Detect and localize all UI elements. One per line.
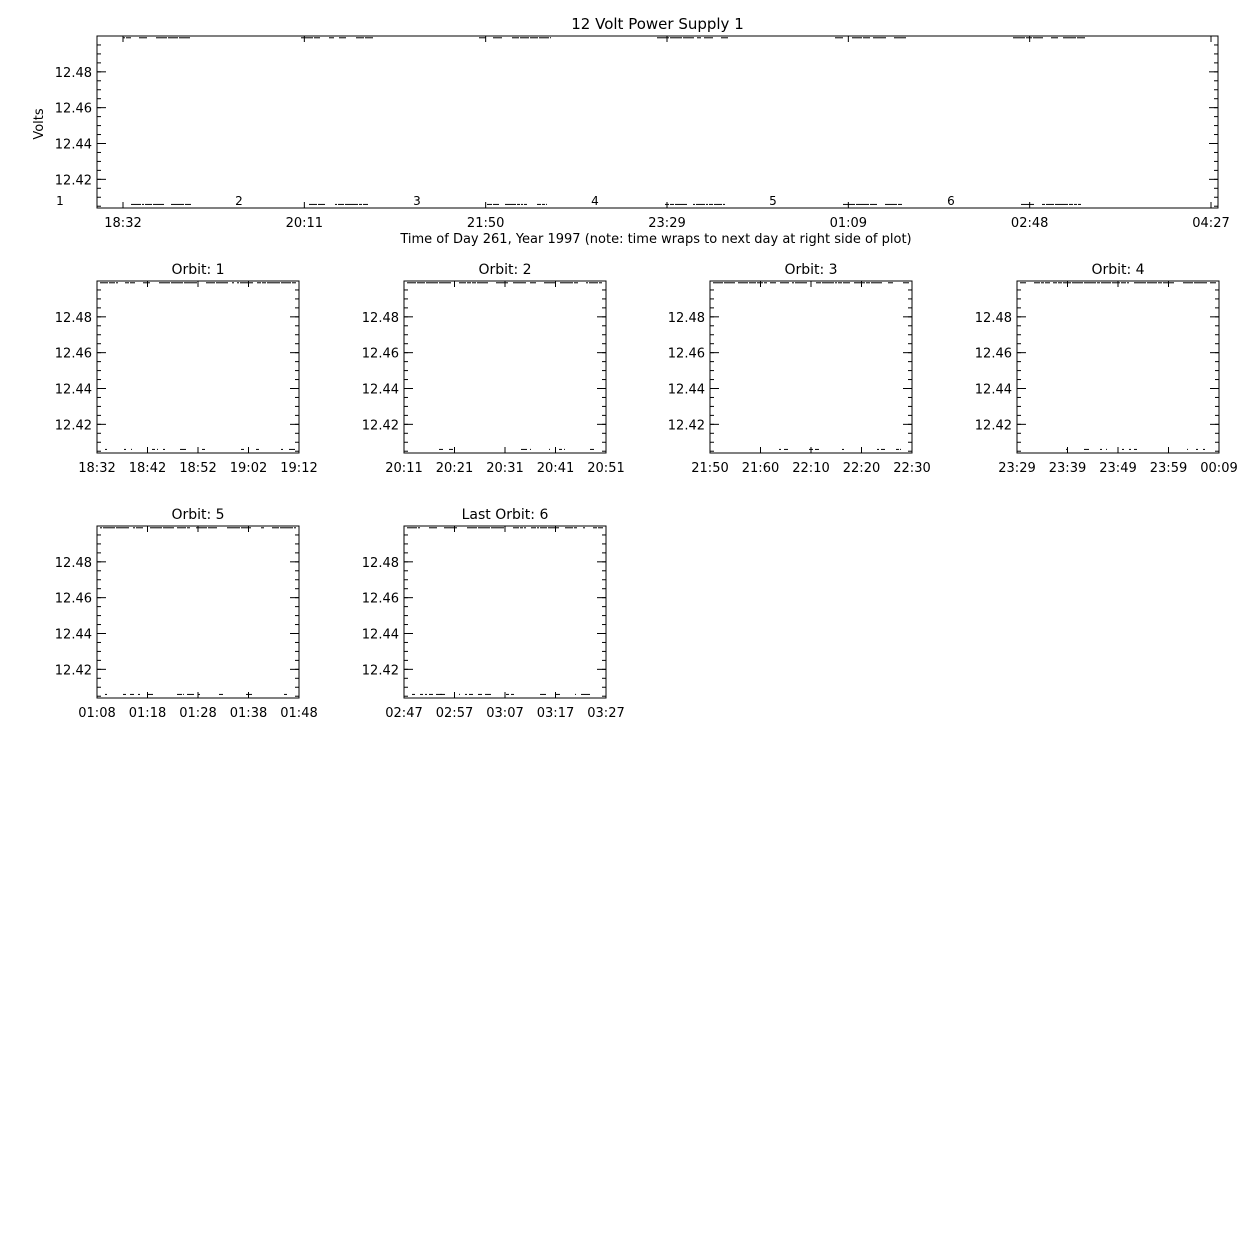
- overview-orbit-marker-0: 1: [56, 194, 64, 208]
- orbit-2-plot-frame: [404, 281, 606, 453]
- overview-orbit-marker-1: 2: [235, 194, 243, 208]
- overview-ytick-label-1: 12.44: [54, 137, 92, 153]
- orbit-3-ytick-label-1: 12.44: [667, 382, 705, 398]
- orbit-6-xtick-label-2: 03:07: [486, 706, 524, 721]
- orbit-6-ytick-label-2: 12.46: [361, 591, 399, 607]
- orbit-4-xtick-label-4: 00:09: [1200, 461, 1238, 476]
- orbit-5-plot-frame: [97, 526, 299, 698]
- overview-ytick-label-0: 12.42: [54, 173, 92, 189]
- orbit-6-xtick-label-0: 02:47: [385, 706, 423, 721]
- panel-orbit-2: [362, 262, 625, 476]
- overview-ytick-label-3: 12.48: [54, 65, 92, 81]
- orbit-2-xtick-label-0: 20:11: [385, 461, 423, 476]
- orbit-2-ytick-label-1: 12.44: [361, 382, 399, 398]
- orbit-5-ytick-label-1: 12.44: [54, 627, 92, 643]
- orbit-4-xtick-label-1: 23:39: [1048, 461, 1087, 476]
- orbit-6-xtick-label-4: 03:27: [587, 706, 625, 721]
- orbit-2-title: Orbit: 2: [478, 262, 532, 278]
- orbit-3-plot-frame: [710, 281, 912, 453]
- panel-orbit-6: [362, 507, 625, 721]
- orbit-2-xtick-label-4: 20:51: [587, 461, 625, 476]
- orbit-1-ytick-label-3: 12.48: [54, 310, 92, 326]
- orbit-1-xtick-label-2: 18:52: [179, 461, 217, 476]
- orbit-1-ytick-label-1: 12.44: [54, 382, 92, 398]
- overview-xtick-label-3: 23:29: [648, 216, 686, 231]
- panel-orbit-5: [55, 507, 318, 721]
- overview-orbit-marker-4: 5: [769, 194, 777, 208]
- orbit-6-ytick-label-3: 12.48: [361, 555, 399, 571]
- overview-xtick-label-5: 02:48: [1010, 216, 1049, 231]
- overview-ytick-label-2: 12.46: [54, 101, 92, 117]
- orbit-5-xtick-label-2: 01:28: [179, 706, 217, 721]
- overview-ylabel: Volts: [32, 108, 47, 140]
- orbit-4-ytick-label-2: 12.46: [974, 346, 1012, 362]
- orbit-1-ytick-label-2: 12.46: [54, 346, 92, 362]
- orbit-4-ytick-label-1: 12.44: [974, 382, 1012, 398]
- overview-orbit-marker-2: 3: [413, 194, 421, 208]
- panel-orbit-4: [975, 262, 1238, 476]
- orbit-5-ytick-label-0: 12.42: [54, 663, 92, 679]
- orbit-3-ytick-label-2: 12.46: [667, 346, 705, 362]
- orbit-1-xtick-label-4: 19:12: [280, 461, 318, 476]
- orbit-3-xtick-label-4: 22:30: [893, 461, 931, 476]
- orbit-2-ytick-label-3: 12.48: [361, 310, 399, 326]
- orbit-5-title: Orbit: 5: [171, 507, 225, 523]
- overview-xtick-label-6: 04:27: [1192, 216, 1230, 231]
- orbit-6-plot-frame: [404, 526, 606, 698]
- orbit-1-ytick-label-0: 12.42: [54, 418, 92, 434]
- overview-orbit-marker-3: 4: [591, 194, 599, 208]
- orbit-1-xtick-label-0: 18:32: [78, 461, 116, 476]
- orbit-2-xtick-label-3: 20:41: [536, 461, 575, 476]
- orbit-5-ytick-label-2: 12.46: [54, 591, 92, 607]
- orbit-3-xtick-label-2: 22:10: [792, 461, 830, 476]
- overview-xtick-label-4: 01:09: [829, 216, 868, 231]
- orbit-3-xtick-label-3: 22:20: [842, 461, 881, 476]
- orbit-4-ytick-label-3: 12.48: [974, 310, 1012, 326]
- orbit-1-xtick-label-3: 19:02: [229, 461, 268, 476]
- orbit-4-title: Orbit: 4: [1091, 262, 1145, 278]
- panel-overview: [32, 15, 1230, 247]
- orbit-1-title: Orbit: 1: [171, 262, 225, 278]
- orbit-4-plot-frame: [1017, 281, 1219, 453]
- orbit-3-title: Orbit: 3: [784, 262, 838, 278]
- orbit-4-xtick-label-3: 23:59: [1149, 461, 1188, 476]
- orbit-3-xtick-label-0: 21:50: [691, 461, 729, 476]
- orbit-1-plot-frame: [97, 281, 299, 453]
- orbit-6-title: Last Orbit: 6: [461, 507, 549, 523]
- panel-orbit-1: [55, 262, 318, 476]
- overview-xtick-label-2: 21:50: [466, 216, 505, 231]
- orbit-5-xtick-label-3: 01:38: [229, 706, 268, 721]
- orbit-5-xtick-label-1: 01:18: [128, 706, 167, 721]
- orbit-3-xtick-label-1: 21:60: [741, 461, 780, 476]
- overview-plot-frame: [97, 36, 1218, 208]
- orbit-5-ytick-label-3: 12.48: [54, 555, 92, 571]
- orbit-5-xtick-label-4: 01:48: [280, 706, 318, 721]
- overview-title: 12 Volt Power Supply 1: [571, 15, 744, 33]
- orbit-4-xtick-label-2: 23:49: [1099, 461, 1137, 476]
- orbit-1-xtick-label-1: 18:42: [128, 461, 167, 476]
- panel-orbit-3: [668, 262, 931, 476]
- overview-orbit-marker-5: 6: [947, 194, 955, 208]
- overview-xtick-label-1: 20:11: [285, 216, 324, 231]
- orbit-6-ytick-label-1: 12.44: [361, 627, 399, 643]
- orbit-4-xtick-label-0: 23:29: [998, 461, 1036, 476]
- orbit-2-xtick-label-2: 20:31: [486, 461, 524, 476]
- orbit-3-ytick-label-0: 12.42: [667, 418, 705, 434]
- orbit-5-xtick-label-0: 01:08: [78, 706, 116, 721]
- orbit-6-ytick-label-0: 12.42: [361, 663, 399, 679]
- orbit-3-ytick-label-3: 12.48: [667, 310, 705, 326]
- orbit-4-ytick-label-0: 12.42: [974, 418, 1012, 434]
- orbit-2-ytick-label-2: 12.46: [361, 346, 399, 362]
- orbit-2-ytick-label-0: 12.42: [361, 418, 399, 434]
- orbit-6-xtick-label-3: 03:17: [536, 706, 575, 721]
- orbit-2-xtick-label-1: 20:21: [435, 461, 474, 476]
- overview-xlabel: Time of Day 261, Year 1997 (note: time wraps to next day at right side of plot): [400, 232, 912, 247]
- overview-xtick-label-0: 18:32: [104, 216, 142, 231]
- orbit-6-xtick-label-1: 02:57: [435, 706, 474, 721]
